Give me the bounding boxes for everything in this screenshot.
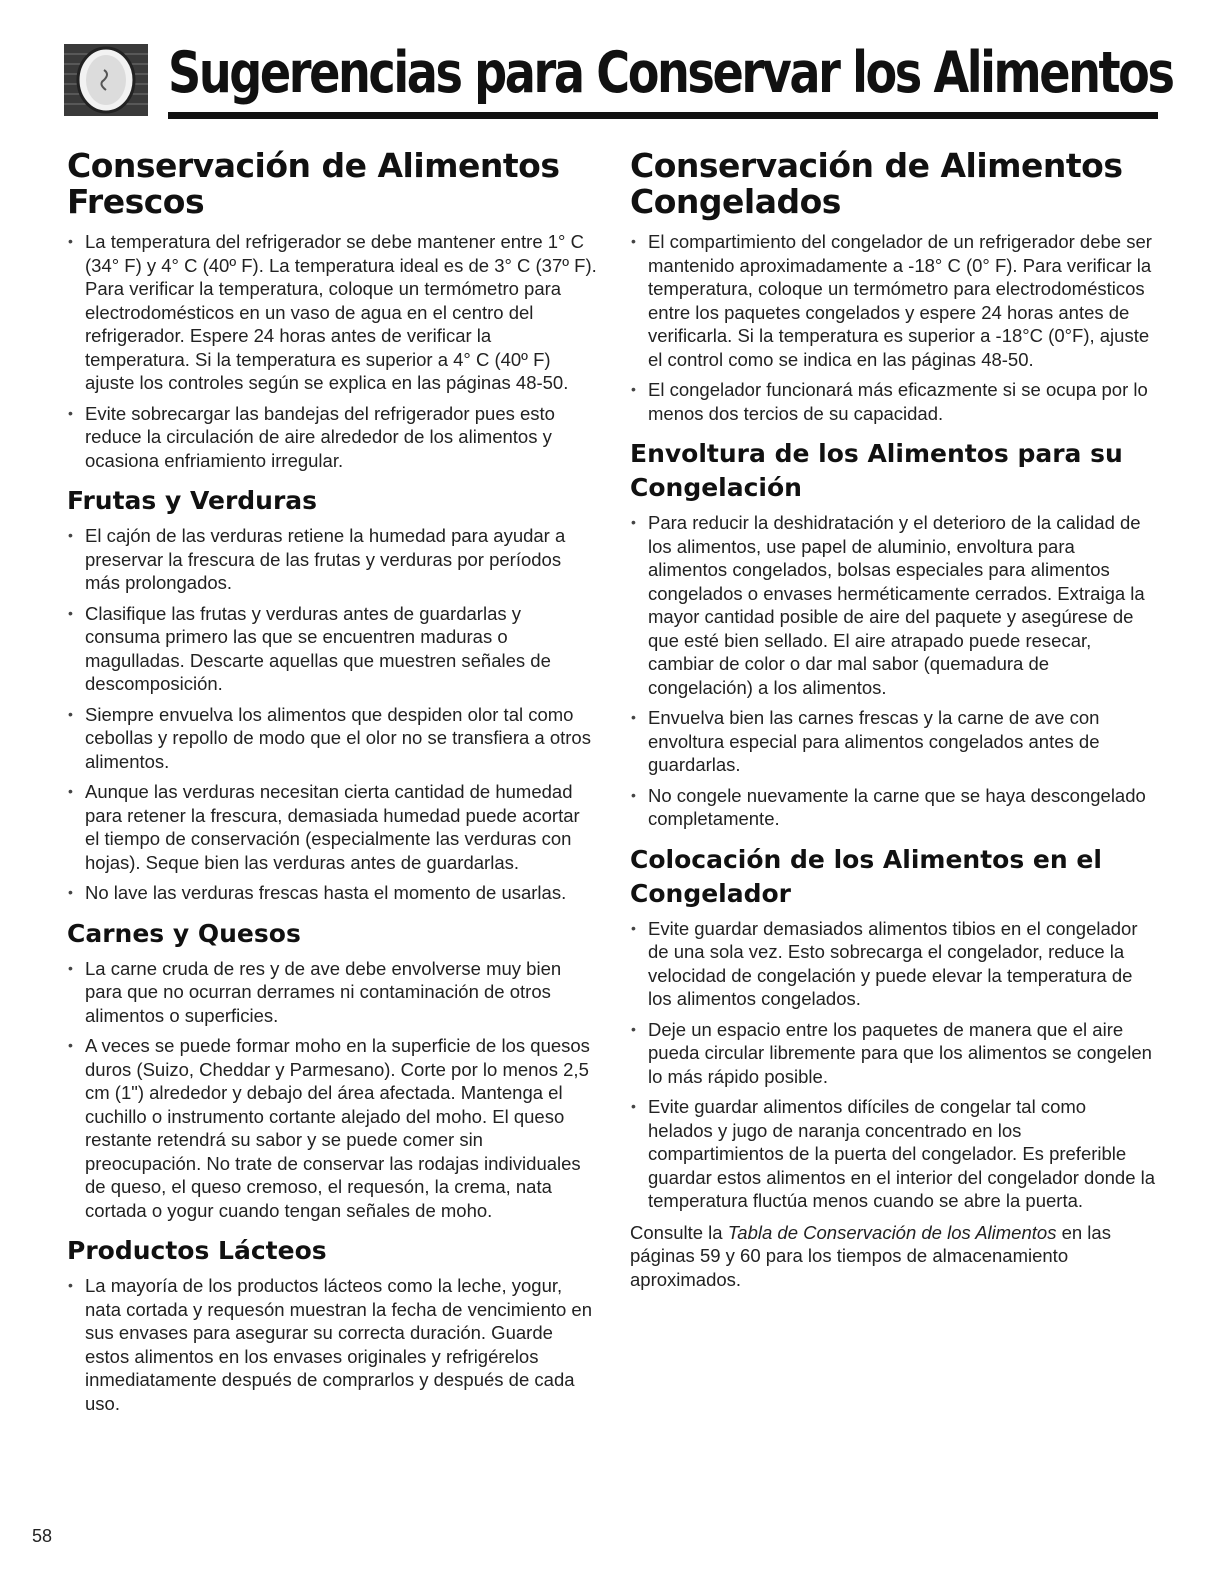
list-item: • A veces se puede formar moho en la superficie de los quesos duros (Suizo, Cheddar y Parmesano). Corte por lo menos 2,5 cm (1") alrededor y debajo del área afectada. Mantenga el cuchillo o instrumento cortante alejado del moho. El queso restante retendrá su sabor y se puede comer sin preocupación. No trate de conservar las rodajas individuales de queso, el queso cremoso, el requesón, la crema, nata cortada o yogur cuando tengan señales de moho. [67, 1034, 597, 1222]
storage-table-note [630, 1221, 1155, 1292]
storage-table-reference: Tabla de Conservación de los Alimentos [727, 1221, 1057, 1243]
meats-cheeses-list [67, 957, 597, 1223]
list-item: • Para reducir la deshidratación y el deterioro de la calidad de los alimentos, use papel de aluminio, envoltura para alimentos congelados, bolsas especiales para alimentos congelados o envases herméticamente cerrados. Extraiga la mayor cantidad posible de aire del paquete y asegúrese de que esté bien sellado. El aire atrapado puede resecar, cambiar de color o dar mal sabor (quemadura de congelación) a los alimentos. [630, 511, 1155, 699]
list-item: • El cajón de las verduras retiene la humedad para ayudar a preservar la frescura de las frutas y verduras por períodos más prolongados. [67, 524, 597, 595]
right-column [630, 148, 1155, 1291]
list-item: • Aunque las verduras necesitan cierta cantidad de humedad para retener la frescura, demasiada humedad puede acortar el tiempo de conservación (especialmente las verduras con hojas). Seque bien las verduras antes de guardarlas. [67, 780, 597, 874]
list-item: • No congele nuevamente la carne que se haya descongelado completamente. [630, 784, 1155, 831]
wrapping-heading: Envoltura de los Alimentos para su Congelación [630, 439, 1123, 502]
note-suffix: en las páginas 59 y 60 para los tiempos de almacenamiento aproximados. [630, 1221, 1111, 1290]
frozen-foods-list [630, 230, 1155, 425]
left-column [67, 148, 597, 1422]
list-item: • Siempre envuelva los alimentos que despiden olor tal como cebollas y repollo de modo que el olor no se transfiera a otros alimentos. [67, 703, 597, 774]
meats-cheeses-heading: Carnes y Quesos [67, 918, 301, 948]
list-item: • La mayoría de los productos lácteos como la leche, yogur, nata cortada y requesón muestran la fecha de vencimiento en sus envases para asegurar su correcta duración. Guarde estos alimentos en los envases originales y refrigérelos inmediatamente después de comprarlos y después de cada uso. [67, 1274, 597, 1415]
fruits-vegetables-list [67, 524, 597, 905]
list-item: • Evite sobrecargar las bandejas del refrigerador pues esto reduce la circulación de aire alrededor de los alimentos y ocasiona enfriamiento irregular. [67, 402, 597, 473]
list-item: • La temperatura del refrigerador se debe mantener entre 1° C (34° F) y 4° C (40º F). La temperatura ideal es de 3° C (37º F). Para verificar la temperatura, coloque un termómetro para electrodomésticos en un vaso de agua en el centro del refrigerador. Espere 24 horas antes de verificar la temperatura. Si la temperatura es superior a 4° C (40º F) ajuste los controles según se explica en las páginas 48-50. [67, 230, 597, 395]
title-rule [168, 112, 1158, 119]
list-item: • Evite guardar demasiados alimentos tibios en el congelador de una sola vez. Esto sobrecarga el congelador, reduce la velocidad de congelación y puede elevar la temperatura de los alimentos congelados. [630, 917, 1155, 1011]
list-item: • Deje un espacio entre los paquetes de manera que el aire pueda circular libremente para que los alimentos se congelen lo más rápido posible. [630, 1018, 1155, 1089]
list-item: • Envuelva bien las carnes frescas y la carne de ave con envoltura especial para alimentos congelados antes de guardarlas. [630, 706, 1155, 777]
placement-heading: Colocación de los Alimentos en el Congelador [630, 844, 1102, 908]
page-number: 58 [32, 1526, 53, 1546]
dairy-list [67, 1274, 597, 1415]
fresh-foods-heading: Conservación de Alimentos Frescos [67, 146, 560, 221]
note-prefix: Consulte la [630, 1221, 728, 1243]
dairy-heading: Productos Lácteos [67, 1236, 327, 1265]
page-header [60, 38, 1173, 128]
list-item: • La carne cruda de res y de ave debe envolverse muy bien para que no ocurran derrames ni contaminación de otros alimentos o superficies. [67, 957, 597, 1028]
fresh-foods-list [67, 230, 597, 472]
frozen-foods-heading: Conservación de Alimentos Congelados [630, 146, 1123, 221]
fruits-vegetables-heading: Frutas y Verduras [67, 486, 318, 515]
refrigerator-tip-icon [60, 40, 152, 120]
list-item: • El compartimiento del congelador de un refrigerador debe ser mantenido aproximadamente a -18° C (0° F). Para verificar la temperatura, coloque un termómetro para electrodomésticos entre los paquetes congelados y espere 24 horas antes de verificarla. Si la temperatura es superior a -18°C (0°F), ajuste el control como se indica en las páginas 48-50. [630, 230, 1155, 371]
placement-list [630, 917, 1155, 1213]
wrapping-list [630, 511, 1155, 831]
list-item: • El congelador funcionará más eficazmente si se ocupa por lo menos dos tercios de su capacidad. [630, 378, 1155, 425]
list-item: • Clasifique las frutas y verduras antes de guardarlas y consuma primero las que se encuentren maduras o magulladas. Descarte aquellas que muestren señales de descomposición. [67, 602, 597, 696]
page-title: Sugerencias para Conservar los Alimentos [168, 40, 1173, 106]
list-item: • Evite guardar alimentos difíciles de congelar tal como helados y jugo de naranja concentrado en los compartimientos de la puerta del congelador. Es preferible guardar estos alimentos en el interior del congelador donde la temperatura fluctúa menos cuando se abre la puerta. [630, 1095, 1155, 1213]
list-item: • No lave las verduras frescas hasta el momento de usarlas. [67, 881, 597, 905]
